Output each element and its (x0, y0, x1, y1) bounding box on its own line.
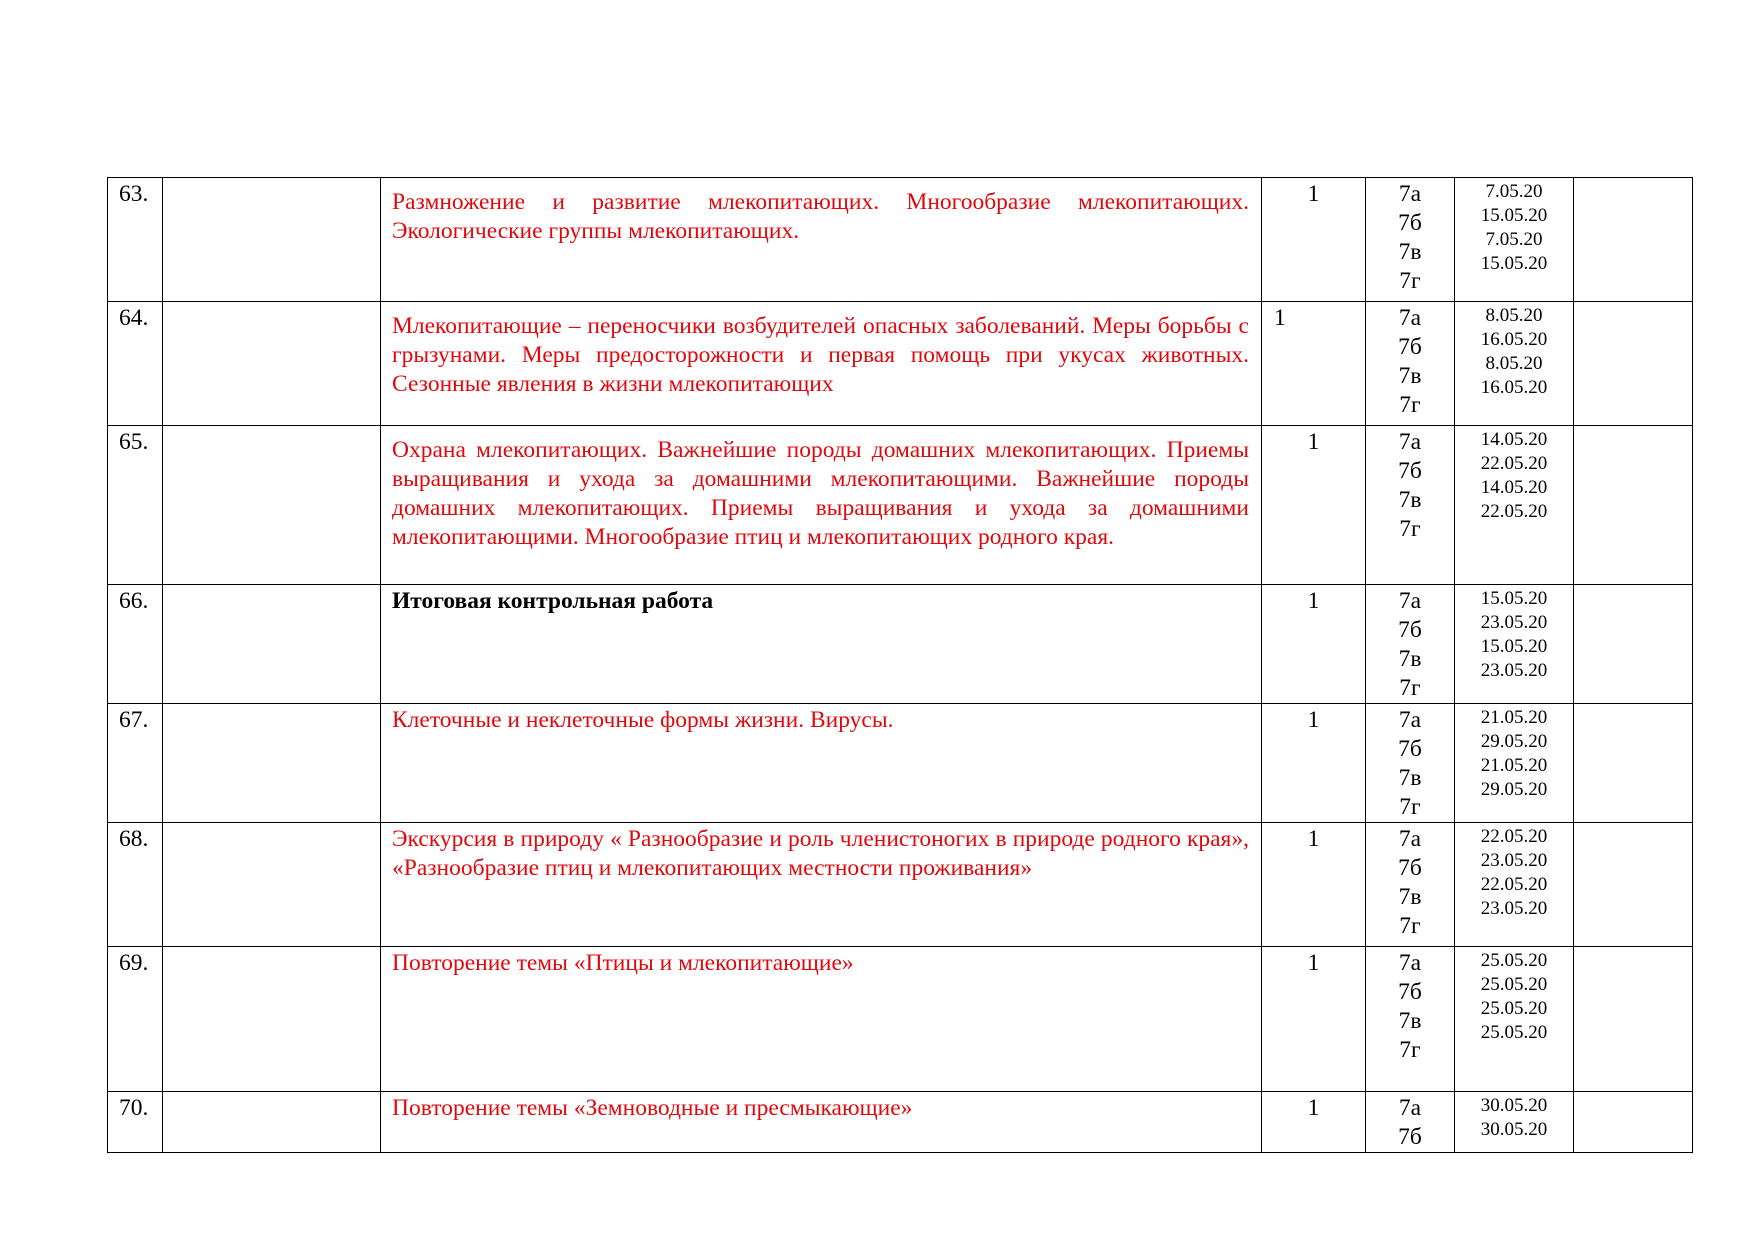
lesson-topic: Итоговая контрольная работа (392, 588, 714, 614)
lesson-date: 15.05.20 (1480, 588, 1548, 609)
class-label: 7б (1398, 855, 1422, 881)
table-row (108, 1092, 1693, 1153)
lesson-date: 14.05.20 (1480, 429, 1548, 450)
lesson-date: 23.05.20 (1480, 850, 1548, 871)
class-label: 7а (1398, 305, 1422, 331)
hours-count: 1 (1262, 823, 1366, 947)
class-label: 7а (1398, 1095, 1422, 1121)
lesson-topic: Размножение и развитие млекопитающих. Многообразие млекопитающих. Экологические группы млекопитающих. (392, 189, 1249, 244)
empty-cell (1574, 178, 1693, 302)
class-label: 7б (1398, 617, 1422, 643)
lesson-date: 25.05.20 (1480, 950, 1548, 971)
class-label: 7г (1399, 675, 1421, 701)
date-list (1455, 1092, 1574, 1153)
table-row (108, 302, 1693, 426)
class-label: 7в (1398, 239, 1422, 265)
lesson-topic-cell (381, 1092, 1262, 1153)
lesson-number: 64. (108, 302, 163, 426)
class-list (1366, 947, 1455, 1092)
class-label: 7в (1398, 646, 1422, 672)
class-list (1366, 585, 1455, 704)
date-list (1455, 585, 1574, 704)
class-label: 7б (1398, 458, 1422, 484)
date-list (1455, 947, 1574, 1092)
lesson-topic: Повторение темы «Птицы и млекопитающие» (392, 950, 854, 976)
lesson-number: 63. (108, 178, 163, 302)
class-label: 7б (1398, 979, 1422, 1005)
lesson-topic-cell (381, 178, 1262, 302)
empty-cell (1574, 947, 1693, 1092)
lesson-date: 16.05.20 (1480, 329, 1548, 350)
lesson-date: 25.05.20 (1480, 1022, 1548, 1043)
date-list (1455, 178, 1574, 302)
lesson-date: 15.05.20 (1480, 636, 1548, 657)
class-label: 7в (1398, 1008, 1422, 1034)
empty-cell (1574, 1092, 1693, 1153)
lesson-date: 16.05.20 (1480, 377, 1548, 398)
lesson-topic: Млекопитающие – переносчики возбудителей опасных заболеваний. Меры борьбы с грызунами. Меры предосторожности и первая помощь при укусах животных. Сезонные явления в жизни млекопитающих (392, 313, 1249, 397)
lesson-date: 8.05.20 (1485, 353, 1543, 374)
class-label: 7а (1398, 429, 1422, 455)
lesson-topic-cell (381, 704, 1262, 823)
lesson-number: 68. (108, 823, 163, 947)
lesson-date: 25.05.20 (1480, 998, 1548, 1019)
lesson-date: 29.05.20 (1480, 779, 1548, 800)
lesson-number: 66. (108, 585, 163, 704)
class-label: 7г (1399, 392, 1421, 418)
empty-cell (1574, 302, 1693, 426)
class-label: 7б (1398, 736, 1422, 762)
lesson-topic-cell (381, 585, 1262, 704)
class-list (1366, 178, 1455, 302)
lesson-date: 22.05.20 (1480, 501, 1548, 522)
empty-cell (1574, 823, 1693, 947)
hours-count: 1 (1262, 302, 1366, 426)
empty-cell (163, 302, 381, 426)
lesson-topic: Экскурсия в природу « Разнообразие и роль членистоногих в природе родного края», «Разнообразие птиц и млекопитающих местности проживания» (392, 826, 1249, 881)
lesson-date: 30.05.20 (1480, 1095, 1548, 1116)
class-label: 7а (1398, 950, 1422, 976)
empty-cell (163, 178, 381, 302)
empty-cell (1574, 585, 1693, 704)
table-row (108, 823, 1693, 947)
class-label: 7а (1398, 707, 1422, 733)
lesson-date: 21.05.20 (1480, 755, 1548, 776)
hours-count: 1 (1262, 947, 1366, 1092)
class-list (1366, 823, 1455, 947)
table-row (108, 585, 1693, 704)
class-label: 7г (1399, 268, 1421, 294)
table-row (108, 947, 1693, 1092)
class-label: 7в (1398, 487, 1422, 513)
class-label: 7г (1399, 913, 1421, 939)
lesson-date: 15.05.20 (1480, 253, 1548, 274)
lesson-date: 22.05.20 (1480, 874, 1548, 895)
class-label: 7г (1399, 1037, 1421, 1063)
lesson-date: 23.05.20 (1480, 660, 1548, 681)
class-label: 7г (1399, 516, 1421, 542)
empty-cell (163, 426, 381, 585)
lesson-date: 29.05.20 (1480, 731, 1548, 752)
lesson-date: 25.05.20 (1480, 974, 1548, 995)
class-label: 7а (1398, 826, 1422, 852)
table-row (108, 178, 1693, 302)
class-list (1366, 1092, 1455, 1153)
lesson-date: 23.05.20 (1480, 898, 1548, 919)
lesson-number: 65. (108, 426, 163, 585)
class-label: 7а (1398, 181, 1422, 207)
lesson-date: 15.05.20 (1480, 205, 1548, 226)
class-label: 7в (1398, 884, 1422, 910)
hours-count: 1 (1262, 178, 1366, 302)
lesson-topic: Повторение темы «Земноводные и пресмыкающие» (392, 1095, 913, 1121)
lesson-date: 30.05.20 (1480, 1119, 1548, 1140)
lesson-topic-cell (381, 947, 1262, 1092)
lesson-topic-cell (381, 302, 1262, 426)
lesson-date: 22.05.20 (1480, 453, 1548, 474)
class-label: 7г (1399, 794, 1421, 820)
lesson-date: 14.05.20 (1480, 477, 1548, 498)
hours-count: 1 (1262, 704, 1366, 823)
lesson-topic: Клеточные и неклеточные формы жизни. Вирусы. (392, 707, 894, 733)
class-list (1366, 426, 1455, 585)
empty-cell (163, 823, 381, 947)
class-label: 7в (1398, 765, 1422, 791)
lesson-number: 67. (108, 704, 163, 823)
lesson-topic: Охрана млекопитающих. Важнейшие породы домашних млекопитающих. Приемы выращивания и ухода за домашними млекопитающими. Важнейшие породы домашних млекопитающих. Приемы выращивания и ухода за домашними млекопитающими. Многообразие птиц и млекопитающих родного края. (392, 437, 1249, 550)
lesson-date: 7.05.20 (1485, 181, 1543, 202)
empty-cell (163, 1092, 381, 1153)
lesson-date: 22.05.20 (1480, 826, 1548, 847)
class-label: 7в (1398, 363, 1422, 389)
lesson-plan-table (107, 177, 1693, 1153)
table-row (108, 704, 1693, 823)
date-list (1455, 704, 1574, 823)
lesson-topic-cell (381, 823, 1262, 947)
table-row (108, 426, 1693, 585)
lesson-date: 8.05.20 (1485, 305, 1543, 326)
lesson-topic-cell (381, 426, 1262, 585)
class-label: 7а (1398, 588, 1422, 614)
hours-count: 1 (1262, 1092, 1366, 1153)
lesson-date: 21.05.20 (1480, 707, 1548, 728)
class-label: 7б (1398, 334, 1422, 360)
hours-count: 1 (1262, 426, 1366, 585)
hours-count: 1 (1262, 585, 1366, 704)
date-list (1455, 302, 1574, 426)
lesson-date: 23.05.20 (1480, 612, 1548, 633)
lesson-number: 69. (108, 947, 163, 1092)
empty-cell (163, 947, 381, 1092)
date-list (1455, 823, 1574, 947)
empty-cell (163, 585, 381, 704)
empty-cell (1574, 704, 1693, 823)
class-label: 7б (1398, 1124, 1422, 1150)
class-list (1366, 704, 1455, 823)
class-list (1366, 302, 1455, 426)
lesson-number: 70. (108, 1092, 163, 1153)
lesson-date: 7.05.20 (1485, 229, 1543, 250)
class-label: 7б (1398, 210, 1422, 236)
date-list (1455, 426, 1574, 585)
empty-cell (1574, 426, 1693, 585)
empty-cell (163, 704, 381, 823)
